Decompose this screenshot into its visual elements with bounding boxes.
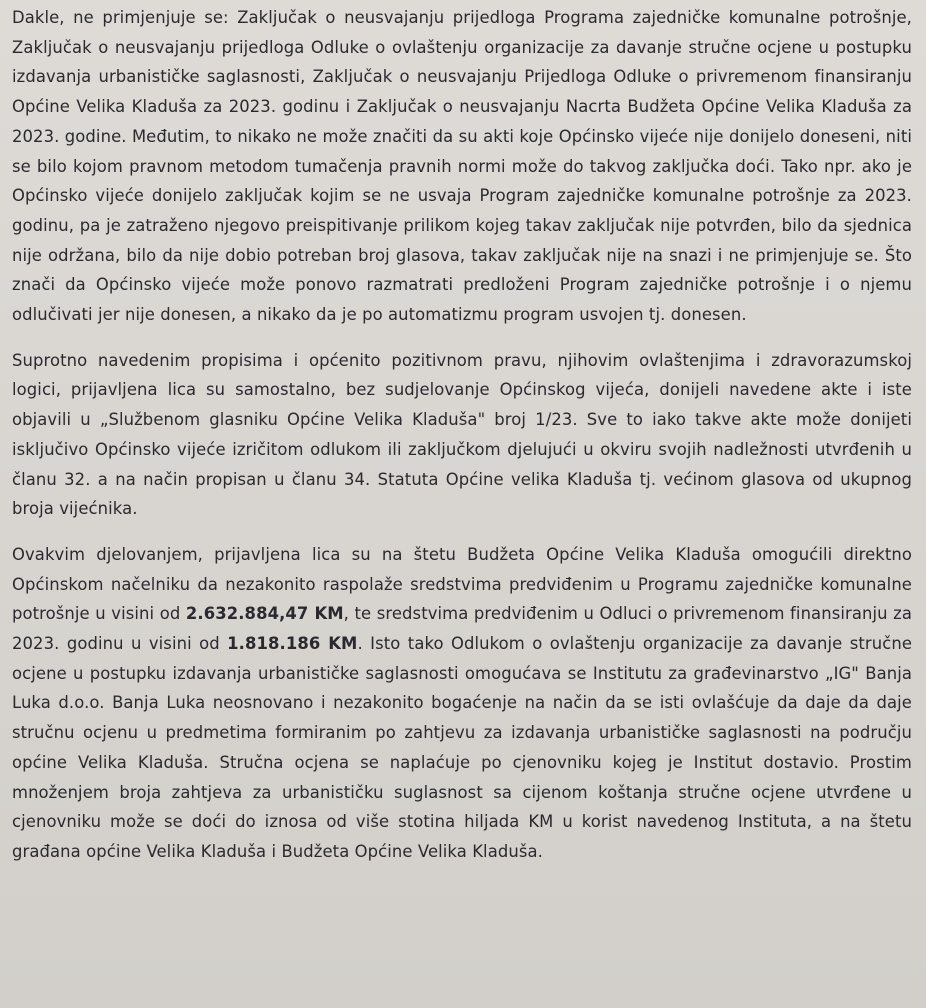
paragraph-conclusions-not-applied: Dakle, ne primjenjuje se: Zaključak o neusvajanju prijedloga Programa zajedničke komunalne potrošnje, Zaključak o neusvajanju prijedloga Odluke o ovlaštenju organizacije za davanje stručne ocjene u postupku izdavanja urbanističke saglasnosti, Zaključak o neusvajanju Prijedloga Odluke o privremenom finansiranju Općine Velika Kladuša za 2023. godinu i Zaključak o neusvajanju Nacrta Budžeta Općine Velika Kladuša za 2023. godine. Međutim, to nikako ne može značiti da su akti koje Općinsko vijeće nije donijelo doneseni, niti se bilo kojom pravnom metodom tumačenja pravnih normi može do takvog zaključka doći. Tako npr. ako je Općinsko vijeće donijelo zaključak kojim se ne usvaja Program zajedničke komunalne potrošnje za 2023. godinu, pa je zatraženo njegovo preispitivanje prilikom kojeg takav zaključak nije potvrđen, bilo da sjednica nije održana, bilo da nije dobio potreban broj glasova, takav zaključak nije na snazi i ne primjenjuje se. Što znači da Općinsko vijeće može ponovo razmatrati predloženi Program zajedničke potrošnje i o njemu odlučivati jer nije donesen, a nikako da je po automatizmu program usvojen tj. donesen. <box>12 8 912 325</box>
paragraph-budget-damage <box>12 540 912 867</box>
paragraph-acts-adopted-unlawfully: Suprotno navedenim propisima i općenito pozitivnom pravu, njihovim ovlaštenjima i zdravorazumskoj logici, prijavljena lica su samostalno, bez sudjelovanje Općinskog vijeća, donijeli navedene akte i iste objavili u „Službenom glasniku Općine Velika Kladuša" broj 1/23. Sve to iako takve akte može donijeti isključivo Općinsko vijeće izričitom odlukom ili zaključkom djelujući u okviru svojih nadležnosti utvrđenih u članu 32. a na način propisan u članu 34. Statuta Općine velika Kladuša tj. većinom glasova od ukupnog broja vijećnika. <box>12 350 912 519</box>
amount-communal-program: 2.632.884,47 KM <box>185 604 344 624</box>
paragraph-text-part: , te sredstvima predviđenim u Odluci o privremenom finansiranju za 2023. godinu u visini od <box>12 604 912 654</box>
paragraph-text-part: . Isto tako Odlukom o ovlaštenju organizacije za davanje stručne ocjene u postupku izdavanja urbanističke saglasnosti omogućava se Institutu za građevinarstvo „IG" Banja Luka d.o.o. Banja Luka neosnovano i nezakonito bogaćenje na način da se isti ovlašćuje da daje da daje stručnu ocjenu u predmetima formiranim po zahtjevu za izdavanja urbanističke saglasnosti na području općine Velika Kladuša. Stručna ocjena se naplaćuje po cjenovniku kojeg je Institut dostavio. Prostim množenjem broja zahtjeva za urbanističku suglasnost sa cijenom koštanja stručne ocjene utvrđene u cjenovniku može se doći do iznosa od više stotina hiljada KM u korist navedenog Instituta, a na štetu građana općine Velika Kladuša i Budžeta Općine Velika Kladuša. <box>12 634 912 861</box>
paragraph-text-part: Ovakvim djelovanjem, prijavljena lica su na štetu Budžeta Općine Velika Kladuša omogućili direktno Općinskom načelniku da nezakonito raspolaže sredstvima predviđenim u Programu zajedničke komunalne potrošnje u visini od <box>12 544 912 624</box>
amount-temporary-financing: 1.818.186 KM <box>227 634 358 654</box>
